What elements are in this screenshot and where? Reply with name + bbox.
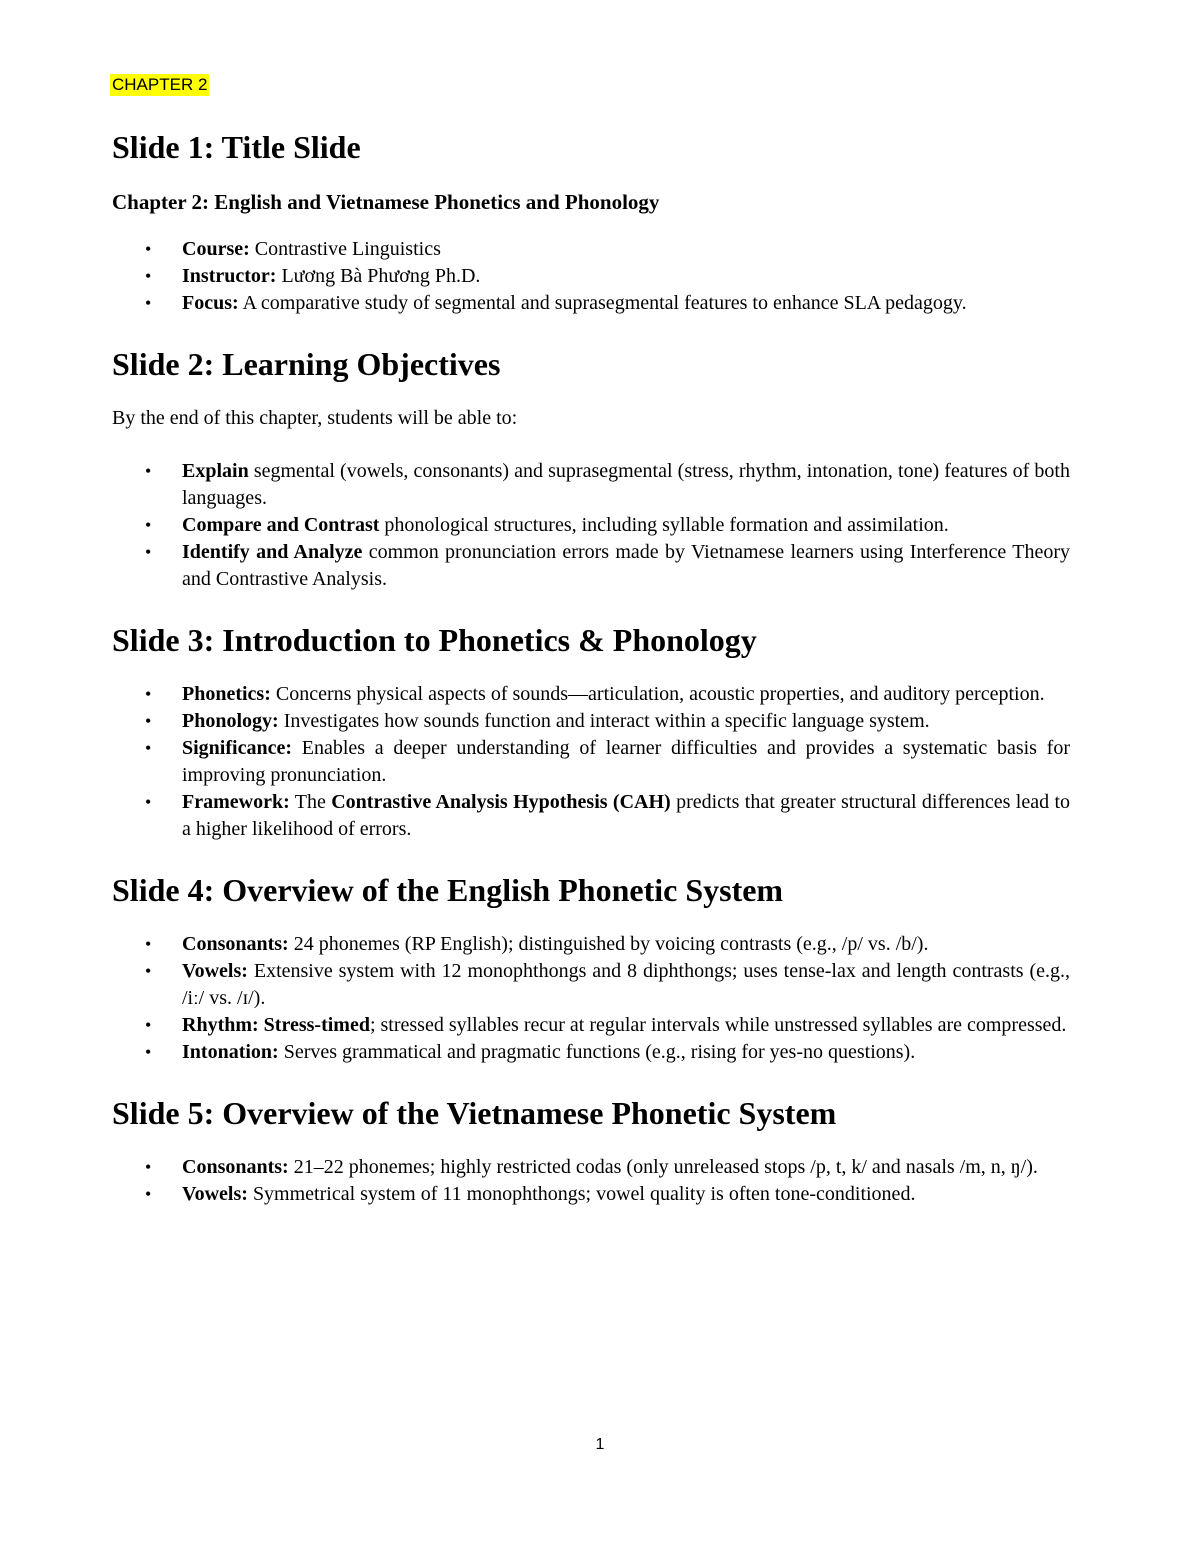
list-item <box>112 290 1070 317</box>
bullet-icon: • <box>145 934 152 954</box>
list-item <box>112 263 1070 290</box>
item-text: A comparative study of segmental and suprasegmental features to enhance SLA pedagogy. <box>238 292 967 314</box>
list-item <box>112 708 1070 735</box>
bullet-icon: • <box>145 792 152 812</box>
item-label: Course: <box>182 238 250 260</box>
item-text: 21–22 phonemes; highly restricted codas (only unreleased stops /p, t, k/ and nasals /m, n, ŋ/). <box>288 1156 1038 1178</box>
slide5-heading: Slide 5: Overview of the Vietnamese Phonetic System <box>112 1095 837 1131</box>
item-text: 24 phonemes (RP English); distinguished by voicing contrasts (e.g., /p/ vs. /b/). <box>288 933 929 955</box>
bullet-icon: • <box>145 1042 152 1062</box>
item-text: Serves grammatical and pragmatic functions (e.g., rising for yes-no questions). <box>278 1041 916 1063</box>
bullet-icon: • <box>145 1157 152 1177</box>
list-item <box>112 789 1070 843</box>
slide2-list <box>112 458 1070 593</box>
list-item <box>112 539 1070 593</box>
item-label: Focus: <box>182 292 239 314</box>
list-item <box>112 1181 1070 1208</box>
list-item <box>112 931 1070 958</box>
item-label: Identify and Analyze <box>182 541 363 563</box>
item-text: phonological structures, including syllable formation and assimilation. <box>379 514 949 536</box>
item-text: predicts that greater structural differences lead to a higher likelihood of errors. <box>182 791 1070 840</box>
bullet-icon: • <box>145 711 152 731</box>
list-item <box>112 1012 1070 1039</box>
bullet-icon: • <box>145 542 152 562</box>
slide3-list <box>112 681 1070 843</box>
bullet-icon: • <box>145 1184 152 1204</box>
item-label: Phonology: <box>182 710 279 732</box>
list-item <box>112 512 1070 539</box>
document-content <box>112 126 1070 1208</box>
item-text: Symmetrical system of 11 monophthongs; vowel quality is often tone-conditioned. <box>247 1183 916 1205</box>
item-emphasis: Contrastive Analysis Hypothesis (CAH) <box>331 791 671 813</box>
item-label: Rhythm: Stress-timed <box>182 1014 370 1036</box>
list-item <box>112 681 1070 708</box>
item-text: common pronunciation errors made by Vietnamese learners using Interference Theory and Contrastive Analysis. <box>182 541 1070 590</box>
slide1-subtitle: Chapter 2: English and Vietnamese Phonetics and Phonology <box>112 190 660 214</box>
item-label: Intonation: <box>182 1041 279 1063</box>
bullet-icon: • <box>145 293 152 313</box>
list-item <box>112 958 1070 1012</box>
item-label: Vowels: <box>182 960 248 982</box>
item-text: Contrastive Linguistics <box>249 238 441 260</box>
item-label: Consonants: <box>182 1156 289 1178</box>
slide3-heading: Slide 3: Introduction to Phonetics & Phonology <box>112 622 757 658</box>
list-item <box>112 1154 1070 1181</box>
slide5-list <box>112 1154 1070 1208</box>
item-text: Lương Bà Phương Ph.D. <box>276 265 481 287</box>
list-item <box>112 1039 1070 1066</box>
item-text: segmental (vowels, consonants) and suprasegmental (stress, rhythm, intonation, tone) features of both languages. <box>182 460 1070 509</box>
bullet-icon: • <box>145 738 152 758</box>
item-text: Investigates how sounds function and interact within a specific language system. <box>278 710 930 732</box>
slide4-heading: Slide 4: Overview of the English Phonetic System <box>112 872 784 908</box>
list-item <box>112 236 1070 263</box>
item-text: Extensive system with 12 monophthongs and 8 diphthongs; uses tense-lax and length contrasts (e.g., /iː/ vs. /ɪ/). <box>182 960 1070 1009</box>
item-label: Significance: <box>182 737 292 759</box>
slide2-intro: By the end of this chapter, students will be able to: <box>112 407 518 429</box>
bullet-icon: • <box>145 266 152 286</box>
item-text: The <box>289 791 332 813</box>
bullet-icon: • <box>145 961 152 981</box>
bullet-icon: • <box>145 239 152 259</box>
item-label: Vowels: <box>182 1183 248 1205</box>
slide2-heading: Slide 2: Learning Objectives <box>112 346 501 382</box>
item-label: Consonants: <box>182 933 289 955</box>
page-number: 1 <box>595 1436 605 1453</box>
item-label: Explain <box>182 460 249 482</box>
bullet-icon: • <box>145 515 152 535</box>
item-label: Instructor: <box>182 265 277 287</box>
slide1-list <box>112 236 1070 317</box>
item-label: Phonetics: <box>182 683 271 705</box>
list-item <box>112 458 1070 512</box>
slide1-heading: Slide 1: Title Slide <box>112 129 361 165</box>
bullet-icon: • <box>145 1015 152 1035</box>
chapter-tag: CHAPTER 2 <box>112 75 208 94</box>
list-item <box>112 735 1070 789</box>
item-label: Compare and Contrast <box>182 514 380 536</box>
slide4-list <box>112 931 1070 1066</box>
item-label: Framework: <box>182 791 290 813</box>
item-text: ; stressed syllables recur at regular intervals while unstressed syllables are compressed. <box>369 1014 1067 1036</box>
bullet-icon: • <box>145 684 152 704</box>
bullet-icon: • <box>145 461 152 481</box>
item-text: Concerns physical aspects of sounds—articulation, acoustic properties, and auditory perception. <box>270 683 1045 705</box>
item-text: Enables a deeper understanding of learner difficulties and provides a systematic basis for improving pronunciation. <box>182 737 1070 786</box>
